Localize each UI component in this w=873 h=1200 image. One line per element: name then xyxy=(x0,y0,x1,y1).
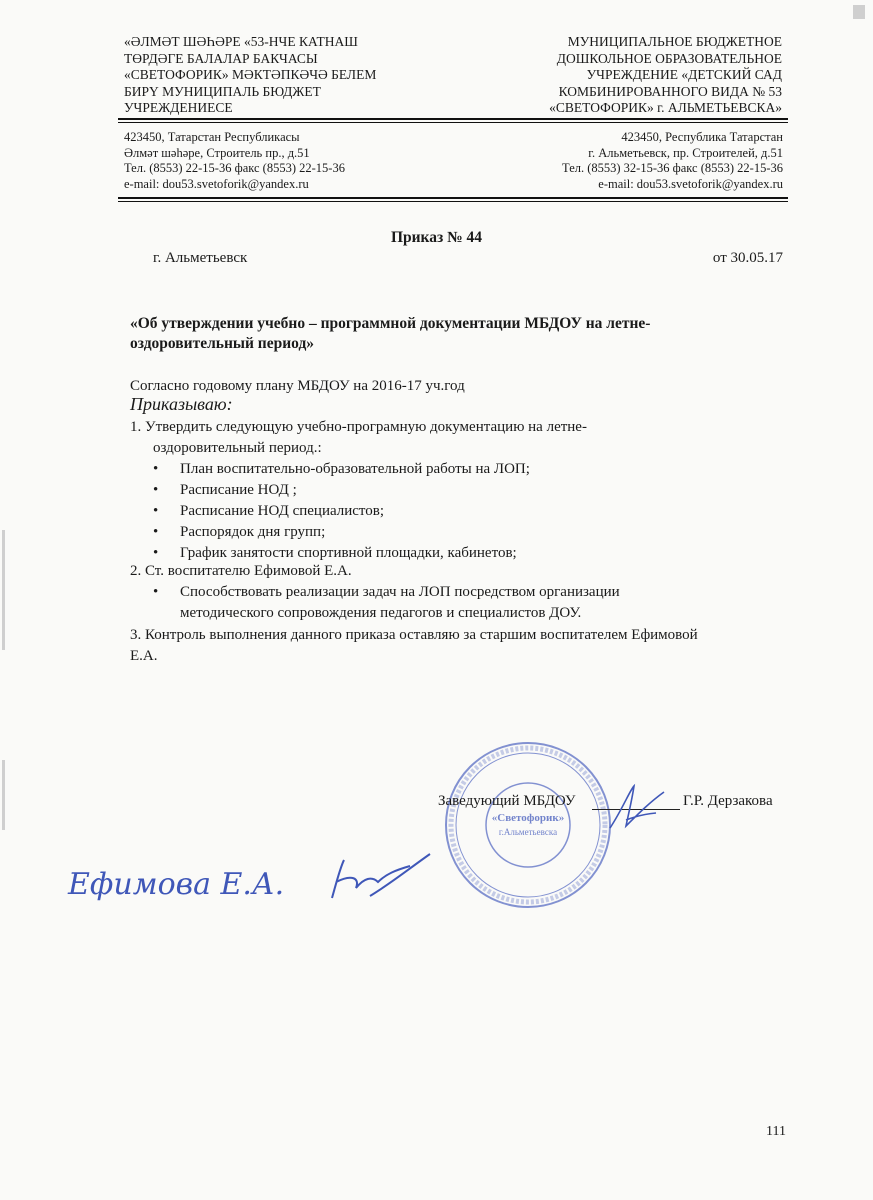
order-city: г. Альметьевск xyxy=(153,250,248,266)
order-item-1 xyxy=(130,417,690,459)
list-item: • План воспитательно-образовательной работы на ЛОП; xyxy=(153,459,713,480)
list-item-line: • Способствовать реализации задач на ЛОП посредством организации xyxy=(180,584,620,600)
address-rule-top xyxy=(118,197,788,199)
header-left-line: «СВЕТОФОРИК» МӘКТӘПКӘЧӘ БЕЛЕМ xyxy=(124,67,377,82)
handwritten-name: Ефимова Е.А. xyxy=(68,867,285,902)
order-subject-line: «Об утверждении учебно – программной документации МБДОУ на летне- xyxy=(130,315,651,332)
signature-stroke xyxy=(610,786,664,828)
header-right-line: КОМБИНИРОВАННОГО ВИДА № 53 xyxy=(558,83,782,99)
stamp-center-line1: «Светофорик» xyxy=(491,812,565,824)
page-number: 111 xyxy=(766,1124,786,1139)
item-1-bullet-list xyxy=(153,459,713,564)
address-left-line: e-mail: dou53.svetoforik@yandex.ru xyxy=(124,176,309,191)
header-left-org-name xyxy=(124,34,414,117)
header-right-line: ДОШКОЛЬНОЕ ОБРАЗОВАТЕЛЬНОЕ xyxy=(556,50,782,66)
stamp-middle-ring xyxy=(456,753,600,897)
header-left-line: УЧРЕЖДЕНИЕСЕ xyxy=(124,100,233,115)
scan-artifact xyxy=(853,5,865,19)
address-right-line: e-mail: dou53.svetoforik@yandex.ru xyxy=(598,176,783,191)
address-right xyxy=(440,130,783,192)
signature-name: Г.Р. Дерзакова xyxy=(683,793,773,809)
item-2-bullet-list xyxy=(153,582,713,624)
list-item: • Расписание НОД ; xyxy=(153,480,713,501)
signature-role: Заведующий МБДОУ xyxy=(438,793,576,809)
address-right-line: г. Альметьевск, пр. Строителей, д.51 xyxy=(588,145,783,160)
address-right-line: Тел. (8553) 32-15-36 факс (8553) 22-15-36 xyxy=(562,161,783,175)
header-left-line: ТӨРДӘГЕ БАЛАЛАР БАКЧАСЫ xyxy=(124,50,318,66)
header-left-line: БИРҮ МУНИЦИПАЛЬ БЮДЖЕТ xyxy=(124,83,321,99)
order-word: Приказываю: xyxy=(130,394,233,414)
list-item xyxy=(153,582,713,624)
official-stamp xyxy=(438,735,618,915)
stamp-ring-text xyxy=(451,748,605,902)
header-left-line: «ӘЛМӘТ ШӘҺӘРЕ «53-НЧЕ КАТНАШ xyxy=(124,34,358,49)
order-item-2: 2. Ст. воспитателю Ефимовой Е.А. xyxy=(130,563,352,579)
stamp-outer-ring xyxy=(446,743,610,907)
list-item-line: методического сопровождения педагогов и специалистов ДОУ. xyxy=(180,605,582,621)
order-subject xyxy=(130,314,760,354)
address-left-line: Әлмәт шәһәре, Строитель пр., д.51 xyxy=(124,145,310,160)
address-right-line: 423450, Республика Татарстан xyxy=(621,130,783,144)
order-item-3 xyxy=(130,625,790,667)
address-left-line: 423450, Татарстан Республикасы xyxy=(124,130,300,144)
order-basis: Согласно годовому плану МБДОУ на 2016-17 уч.год xyxy=(130,378,465,394)
order-item-3-line: 3. Контроль выполнения данного приказа оставляю за старшим воспитателем Ефимовой xyxy=(130,627,698,643)
handwritten-acknowledgement xyxy=(60,848,440,918)
order-item-3-line: Е.А. xyxy=(130,648,158,664)
director-signature xyxy=(592,780,682,840)
order-date: от 30.05.17 xyxy=(712,250,783,266)
header-rule-thin xyxy=(118,122,788,123)
scan-artifact xyxy=(2,530,5,650)
list-item: • Распорядок дня групп; xyxy=(153,522,713,543)
order-subject-line: оздоровительный период» xyxy=(130,335,315,352)
stamp-center-line2: г.Альметьевска xyxy=(498,827,558,837)
scan-artifact xyxy=(2,760,5,830)
header-right-line: МУНИЦИПАЛЬНОЕ БЮДЖЕТНОЕ xyxy=(567,34,782,49)
address-left xyxy=(124,130,424,192)
address-left-line: Тел. (8553) 22-15-36 факс (8553) 22-15-36 xyxy=(124,161,345,175)
order-title: Приказ № 44 xyxy=(390,229,483,246)
order-item-1-line: оздоровительный период.: xyxy=(153,440,322,456)
address-rule-thin xyxy=(118,201,788,202)
handwritten-signature xyxy=(332,854,430,898)
list-item: • График занятости спортивной площадки, кабинетов; xyxy=(153,543,713,564)
order-item-1-line: 1. Утвердить следующую учебно-програмную документацию на летне- xyxy=(130,419,587,435)
header-right-org-name xyxy=(470,34,782,117)
list-item: • Расписание НОД специалистов; xyxy=(153,501,713,522)
header-rule-top xyxy=(118,118,788,120)
header-right-line: УЧРЕЖДЕНИЕ «ДЕТСКИЙ САД xyxy=(586,67,782,82)
header-right-line: «СВЕТОФОРИК» г. АЛЬМЕТЬЕВСКА» xyxy=(549,100,782,115)
